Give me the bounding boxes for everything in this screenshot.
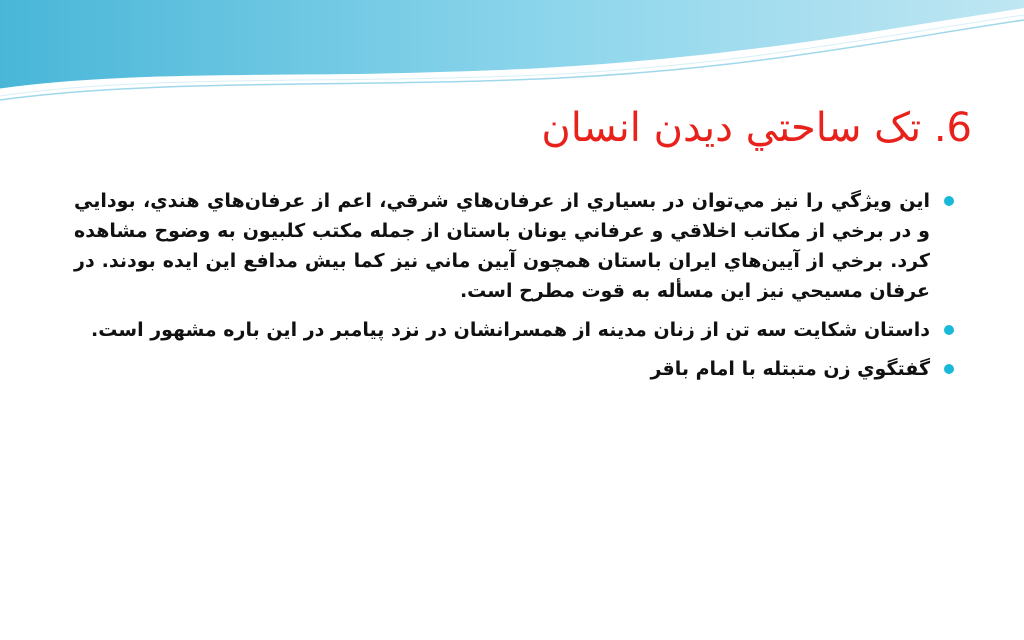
- bullet-list: [74, 186, 954, 393]
- slide-title: 6. تک ساحتي ديدن انسان: [541, 105, 972, 151]
- header-wave-decoration: [0, 0, 1024, 110]
- bullet-text: اين ويژگي را نيز مي‌توان در بسياري از عرفان‌هاي شرقي، اعم از عرفان‌هاي هندي، بودايي و در برخي از مكاتب اخلاقي و عرفاني يونان باستان از جمله مكتب كلبيون به وضوح مشاهده كرد. برخي از آيين‌هاي ايران باستان همچون آيين ماني نيز كما بيش مدافع اين ايده بودند. در عرفان مسيحي نيز اين مسأله به قوت مطرح است.: [74, 190, 930, 302]
- bullet-dot-icon: [944, 364, 954, 374]
- bullet-text: داستان شكايت سه تن از زنان مدينه از همسرانشان در نزد پيامبر در اين باره مشهور است.: [91, 319, 930, 341]
- list-item: [74, 354, 954, 384]
- list-item: [74, 315, 954, 345]
- bullet-dot-icon: [944, 196, 954, 206]
- list-item: [74, 186, 954, 306]
- bullet-dot-icon: [944, 325, 954, 335]
- bullet-text: گفتگوي زن متبتله با امام باقر: [650, 358, 930, 380]
